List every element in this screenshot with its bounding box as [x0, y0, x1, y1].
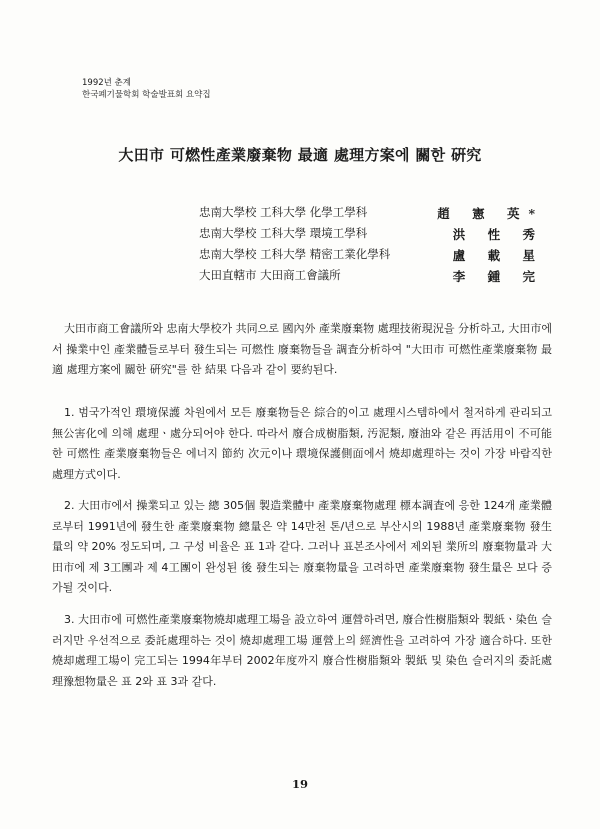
author-affiliation: 忠南大學校 工科大學 精密工業化學科: [199, 247, 391, 261]
publication-info: [82, 77, 211, 101]
publication-year: 1992년 춘계: [82, 78, 131, 88]
author-row: [199, 204, 544, 225]
author-row: [199, 246, 544, 267]
author-name: 趙 憲 英*: [437, 206, 544, 221]
author-list: [199, 204, 544, 288]
author-row: [199, 225, 544, 246]
author-row: [199, 267, 544, 288]
author-affiliation: 大田直轄市 大田商工會議所: [199, 268, 341, 282]
author-affiliation: 忠南大學校 工科大學 化學工學科: [199, 205, 368, 219]
author-name: 李 鍾 完: [452, 269, 544, 284]
summary-paragraph-2: 2. 大田市에서 操業되고 있는 總 305個 製造業體中 產業廢棄物處理 標本調査에 응한 124개 產業體로부터 1991년에 發生한 產業廢棄物 總量은 약 14만천 톤/년으로 부산시의 1988년 產業廢棄物 發生量의 약 20% 정도되며, 그 구성 비율은 표 1과 같다. 그러나 표본조사에서 제외된 業所의 廢棄物量과 大田市에 제 3工團과 제 4工團이 완성된 後 發生되는 廢棄物量을 고려하면 產業廢棄物 發生量은 보다 증가될 것이다.: [52, 499, 552, 594]
paper-title: 大田市 可燃性產業廢棄物 最適 處理方案에 關한 硏究: [118, 146, 482, 164]
publication-proceedings: 한국폐기물학회 학술발표회 요약집: [82, 90, 211, 100]
intro-paragraph: 大田市商工會議所와 忠南大學校가 共同으로 國內外 產業廢棄物 處理技術現況을 分析하고, 大田市에서 操業中인 產業體들로부터 發生되는 可燃性 廢棄物들을 調査分析하여 "大田市 可燃性產業廢棄物 最適 處理方案에 關한 硏究"를 한 結果 다음과 같이 要約된다.: [52, 322, 552, 376]
author-name: 盧 載 星: [452, 248, 544, 263]
summary-paragraph-1: 1. 범국가적인 環境保護 차원에서 모든 廢棄物들은 綜合的이고 處理시스템하에서 철저하게 관리되고 無公害化에 의해 處理ㆍ處分되어야 한다. 따라서 廢合成樹脂類, 汚泥類, 廢油와 같은 再活用이 不可能한 可燃性 產業廢棄物들은 에너지 節約 次元이나 環境保護側面에서 燒却處理하는 것이 가장 바람직한 處理方式이다.: [52, 406, 552, 481]
author-affiliation: 忠南大學校 工科大學 環境工學科: [199, 226, 368, 240]
author-name: 洪 性 秀: [452, 227, 544, 242]
page-number: 19: [291, 777, 308, 791]
summary-paragraph-3: 3. 大田市에 可燃性產業廢棄物燒却處理工場을 設立하여 運營하려면, 廢合性樹脂類와 製紙ㆍ染色 슬러지만 우선적으로 委託處理하는 것이 燒却處理工場 運營上의 經濟性을 고려하여 가장 適合하다. 또한 燒却處理工場이 完工되는 1994年부터 2002年度까지 廢合性樹脂類와 製紙 및 染色 슬러지의 委託處理豫想物量은 표 2와 표 3과 같다.: [52, 613, 552, 688]
